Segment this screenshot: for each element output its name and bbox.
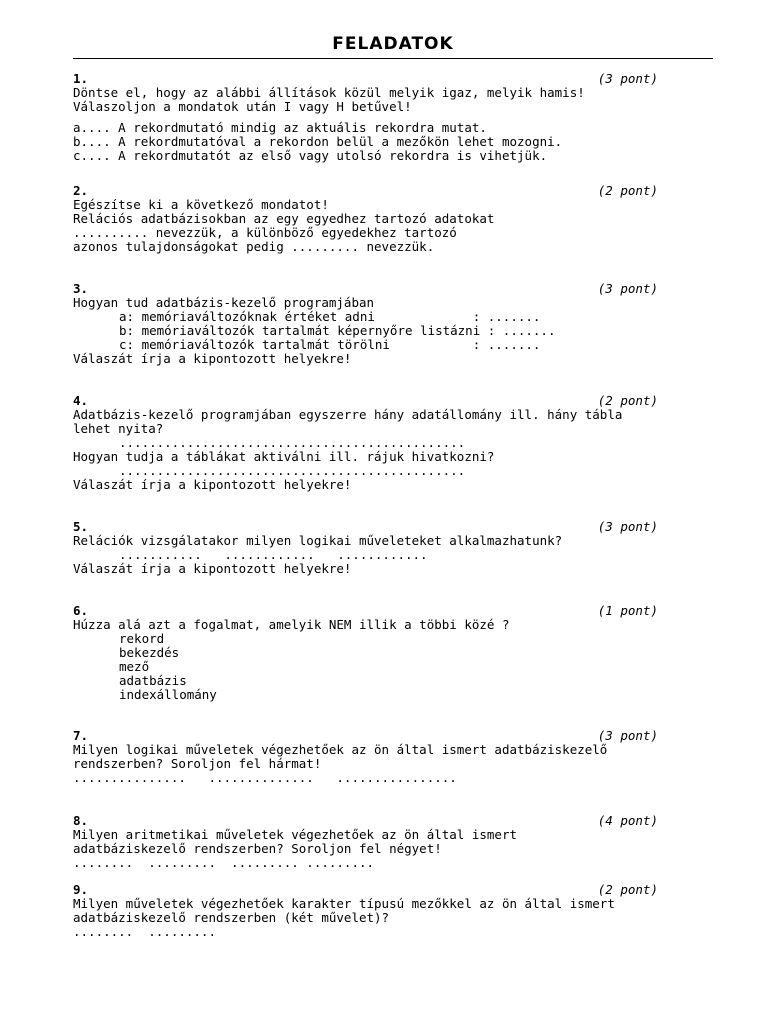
answer-blank: ............... .............. ................: [73, 770, 457, 785]
task-points: (4 pont): [597, 813, 658, 828]
task-text: Döntse el, hogy az alábbi állítások közül melyik igaz, melyik hamis!: [73, 85, 585, 100]
task-points: (2 pont): [597, 183, 658, 198]
task-6: [73, 604, 663, 702]
answer-blank: ........ .........: [73, 924, 216, 939]
title-divider: [73, 58, 713, 59]
task-text: Milyen aritmetikai műveletek végezhetőek az ön által ismert: [73, 827, 518, 842]
task-number: 2.: [73, 183, 89, 198]
task-text: lehet nyita?: [73, 421, 164, 436]
task-number: 5.: [73, 519, 89, 534]
task-text: Relációs adatbázisokban az egy egyedhez tartozó adatokat: [73, 211, 495, 226]
task-3: [73, 282, 663, 366]
list-item: rekord: [119, 631, 165, 646]
task-5: [73, 520, 663, 576]
task-points: (3 pont): [597, 281, 658, 296]
task-text: rendszerben? Soroljon fel hármat!: [73, 756, 322, 771]
answer-blank: ........ ......... ......... .........: [73, 855, 375, 870]
task-number: 7.: [73, 728, 89, 743]
task-points: (2 pont): [597, 393, 658, 408]
task-text: Húzza alá azt a fogalmat, amelyik NEM illik a többi közé ?: [73, 617, 510, 632]
task-1: [73, 72, 663, 163]
task-text: Milyen műveletek végezhetőek karakter típusú mezőkkel az ön által ismert: [73, 896, 615, 911]
sub-question-c: c: memóriaváltozók tartalmát törölni : .......: [119, 337, 541, 352]
task-text: Egészítse ki a következő mondatot!: [73, 197, 329, 212]
task-number: 6.: [73, 603, 89, 618]
list-item: indexállomány: [119, 687, 217, 702]
statement-b: b.... A rekordmutatóval a rekordon belül a mezőkön lehet mozogni.: [73, 134, 563, 149]
task-7: [73, 729, 663, 785]
task-text: adatbáziskezelő rendszerben (két művelet)?: [73, 910, 390, 925]
task-instruction: Válaszát írja a kipontozott helyekre!: [73, 351, 352, 366]
task-number: 1.: [73, 71, 89, 86]
answer-blank: ..............................................: [119, 435, 466, 450]
sub-question-b: b: memóriaváltozók tartalmát képernyőre listázni : .......: [119, 323, 556, 338]
task-text: adatbáziskezelő rendszerben? Soroljon fel négyet!: [73, 841, 442, 856]
task-9: [73, 883, 663, 939]
task-text: Adatbázis-kezelő programjában egyszerre hány adatállomány ill. hány tábla: [73, 407, 623, 422]
sub-question-a: a: memóriaváltozóknak értéket adni : .......: [119, 309, 541, 324]
statement-a: a.... A rekordmutató mindig az aktuális rekordra mutat.: [73, 120, 487, 135]
task-text: Milyen logikai műveletek végezhetőek az ön által ismert adatbáziskezelő: [73, 742, 608, 757]
task-text: azonos tulajdonságokat pedig ......... nevezzük.: [73, 239, 435, 254]
task-text: Hogyan tud adatbázis-kezelő programjában: [73, 295, 375, 310]
task-text: Hogyan tudja a táblákat aktiválni ill. rájuk hivatkozni?: [73, 449, 495, 464]
task-number: 4.: [73, 393, 89, 408]
task-points: (3 pont): [597, 728, 658, 743]
task-points: (3 pont): [597, 71, 658, 86]
task-number: 9.: [73, 882, 89, 897]
list-item: mező: [119, 659, 150, 674]
task-number: 3.: [73, 281, 89, 296]
task-text: .......... nevezzük, a különböző egyedekhez tartozó: [73, 225, 457, 240]
task-instruction: Válaszát írja a kipontozott helyekre!: [73, 477, 352, 492]
task-points: (2 pont): [597, 882, 658, 897]
task-instruction: Válaszát írja a kipontozott helyekre!: [73, 561, 352, 576]
task-text: Válaszoljon a mondatok után I vagy H betűvel!: [73, 99, 412, 114]
list-item: adatbázis: [119, 673, 187, 688]
page-title: FELADATOK: [332, 34, 454, 54]
task-text: Relációk vizsgálatakor milyen logikai műveleteket alkalmazhatunk?: [73, 533, 563, 548]
answer-blank: ..............................................: [119, 463, 466, 478]
task-8: [73, 814, 663, 870]
statement-c: c.... A rekordmutatót az első vagy utolsó rekordra is vihetjük.: [73, 148, 548, 163]
list-item: bekezdés: [119, 645, 180, 660]
task-number: 8.: [73, 813, 89, 828]
task-points: (3 pont): [597, 519, 658, 534]
task-2: [73, 184, 663, 254]
answer-blank: ........... ............ ............: [119, 547, 428, 562]
task-points: (1 pont): [597, 603, 658, 618]
task-4: [73, 394, 663, 492]
